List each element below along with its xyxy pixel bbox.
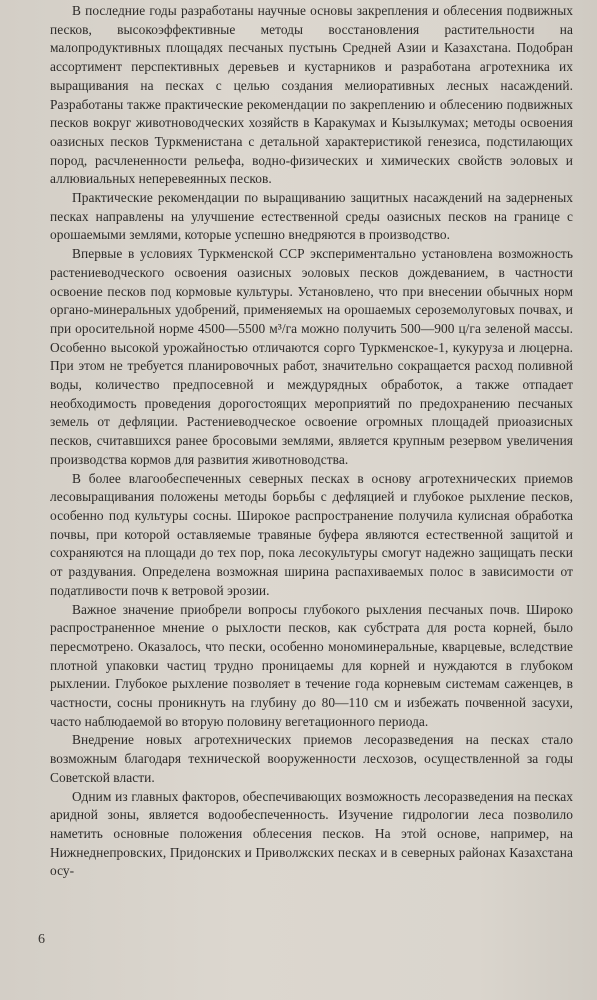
paragraph-3: Впервые в условиях Туркменской ССР экспериментально установлена возможность растениеводческого освоения оазисных эоловых песков дождеванием, в частности освоение песков под кормовые культуры. Установлено, что при внесении обычных норм органо-минеральных удобрений, применяемых на орошаемых сероземолуговых почвах, и при оросительной норме 4500—5500 м³/га можно получить 500—900 ц/га зеленой массы. Особенно высокой урожайностью отличаются сорго Туркменское-1, кукуруза и люцерна. При этом не требуется планировочных работ, значительно сокращается расход поливной воды, количество предпосевной и междурядных обработок, а также отпадает необходимость проведения дорогостоящих мероприятий по предохранению песчаных земель от дефляции. Растениеводческое освоение огромных площадей приоазисных песков, считавшихся ранее бросовыми землями, является крупным резервом увеличения производства кормов для развития животноводства. <box>50 246 573 467</box>
paragraph-1: В последние годы разработаны научные основы закрепления и облесения подвижных песков, высокоэффективные методы восстановления растительности на малопродуктивных площадях песчаных пустынь Средней Азии и Казахстана. Подобран ассортимент перспективных деревьев и кустарников и разработана агротехника их выращивания на песках с целью создания мелиоративных лесных насаждений. Разработаны также практические рекомендации по закреплению и облесению подвижных песков вокруг животноводческих хозяйств в Каракумах и Кызылкумах; методы освоения оазисных песков Туркменистана с детальной характеристикой генезиса, подстилающих пород, расчлененности рельефа, водно-физических и химических свойств эоловых и аллювиальных неперевеянных песков. <box>50 3 573 187</box>
page-number: 6 <box>38 932 45 947</box>
paragraph-4: В более влагообеспеченных северных песках в основу агротехнических приемов лесовыращивания положены методы борьбы с дефляцией и глубокое рыхление песков, особенно под культуры сосны. Широкое распространение получила кулисная обработка почвы, при которой оставляемые травяные буфера являются естественной защитой и сохраняются на площади до тех пор, пока лесокультуры смогут надежно защищать пески от раздувания. Определена возможная ширина распахиваемых полос в зависимости от податливости почв к ветровой эрозии. <box>50 470 573 598</box>
paragraph-5: Важное значение приобрели вопросы глубокого рыхления песчаных почв. Широко распространенное мнение о рыхлости песков, как субстрата для роста корней, было пересмотрено. Оказалось, что пески, особенно мономинеральные, кварцевые, вследствие плотной упаковки частиц трудно проницаемы для корней и нуждаются в глубоком рыхлении. Глубокое рыхление позволяет в течение года корневым системам саженцев, в частности, сосны проникнуть на глубину до 80—110 см и избежать почвенной засухи, часто наблюдаемой во вторую половину вегетационного периода. <box>50 601 573 729</box>
paragraph-2: Практические рекомендации по выращиванию защитных насаждений на задерненых песках направлены на улучшение естественной среды оазисных песков на границе с орошаемыми землями, которые успешно внедряются в производство. <box>50 190 573 243</box>
paragraph-7: Одним из главных факторов, обеспечивающих возможность лесоразведения на песках аридной зоны, является водообеспеченность. Изучение гидрологии леса позволило наметить основные положения облесения песков. На этой основе, например, на Нижнеднепровских, Придонских и Приволжских песках и в северных районах Казахстана осу- <box>50 788 573 879</box>
page-text <box>50 2 573 881</box>
paragraph-6: Внедрение новых агротехнических приемов лесоразведения на песках стало возможным благодаря технической вооруженности лесхозов, осуществленной за годы Советской власти. <box>50 732 573 785</box>
